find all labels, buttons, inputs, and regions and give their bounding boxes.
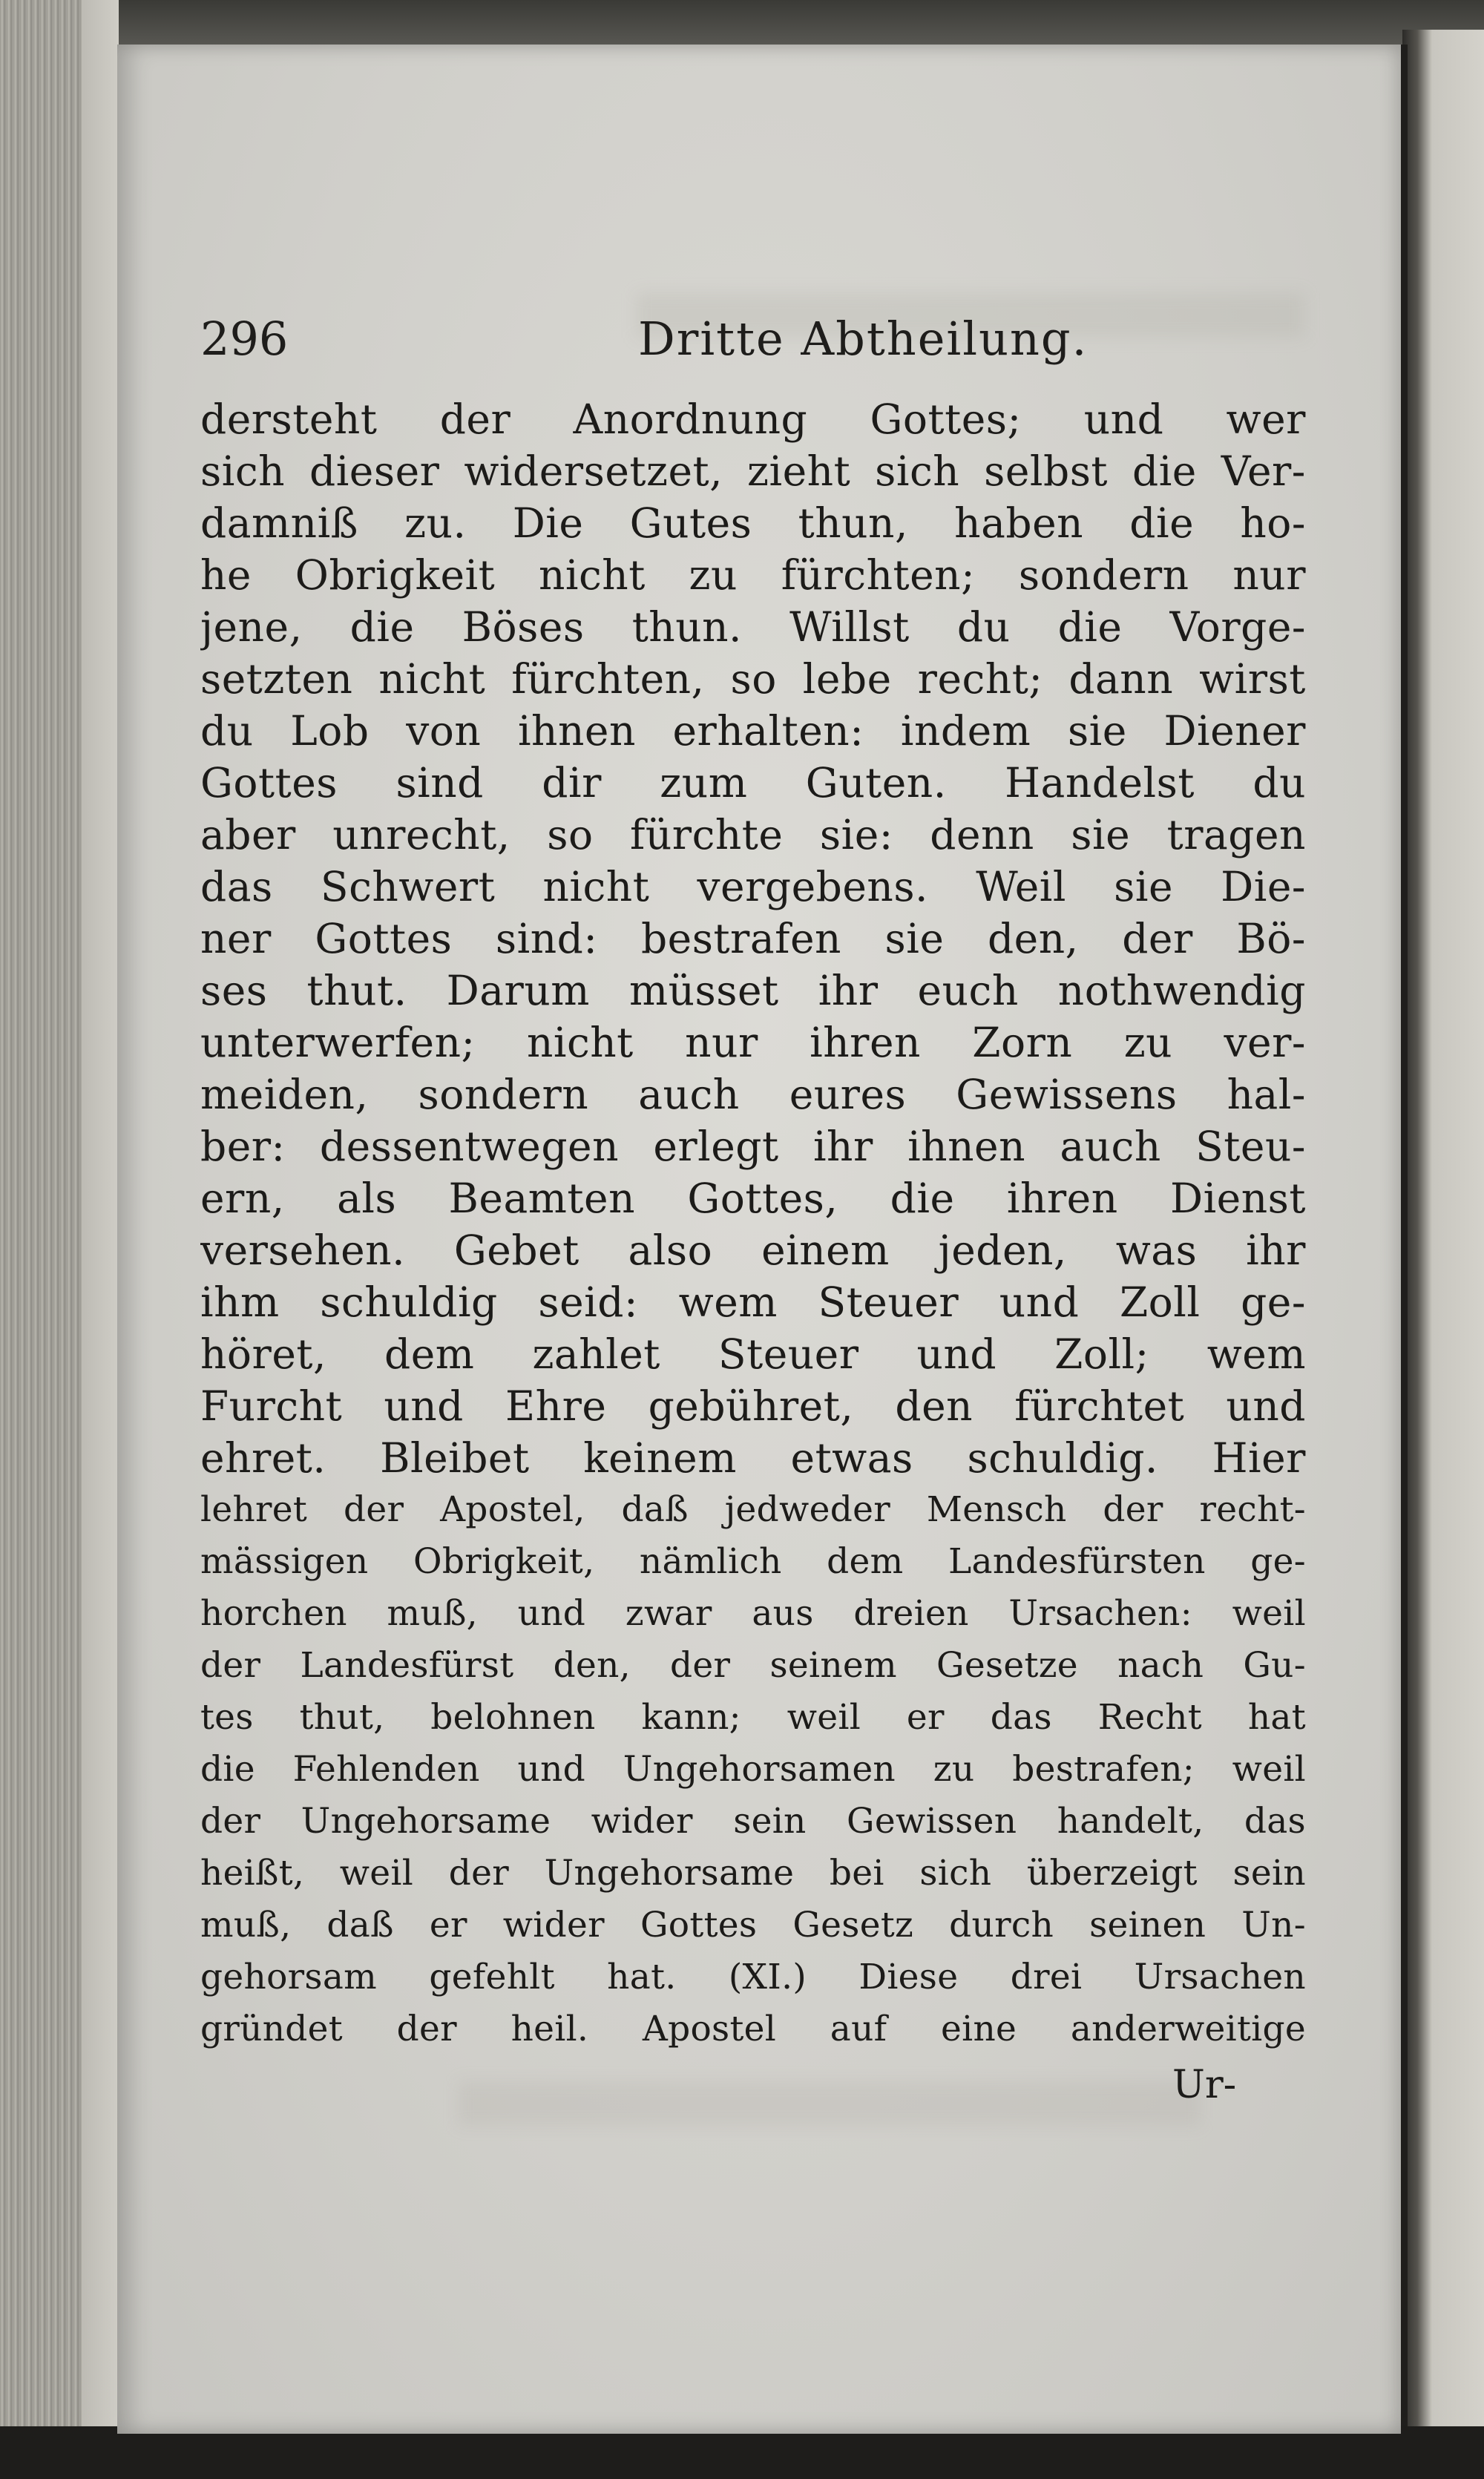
text-line: muß, daß er wider Gottes Gesetz durch seinen Un- <box>200 1905 1306 1946</box>
text-line: aber unrecht, so fürchte sie: denn sie tragen <box>200 811 1306 858</box>
text-line: horchen muß, und zwar aus dreien Ursachen: weil <box>200 1593 1306 1634</box>
text-line: jene, die Böses thun. Willst du die Vorge- <box>200 603 1306 651</box>
text-line: gründet der heil. Apostel auf eine anderweitige <box>200 2009 1306 2049</box>
text-line: ber: dessentwegen erlegt ihr ihnen auch Steu- <box>200 1123 1306 1170</box>
page-header <box>200 312 1313 378</box>
text-line: ern, als Beamten Gottes, die ihren Dienst <box>200 1175 1306 1222</box>
show-through-bottom <box>459 2081 1201 2126</box>
text-line: höret, dem zahlet Steuer und Zoll; wem <box>200 1330 1306 1378</box>
text-line: der Ungehorsame wider sein Gewissen handelt, das <box>200 1801 1306 1842</box>
text-line: sich dieser widersetzet, zieht sich selbst die Ver- <box>200 447 1306 495</box>
text-line: Furcht und Ehre gebühret, den fürchtet und <box>200 1382 1306 1430</box>
text-line: damniß zu. Die Gutes thun, haben die ho- <box>200 499 1306 547</box>
text-line: Gottes sind dir zum Guten. Handelst du <box>200 759 1306 807</box>
text-line: ses thut. Darum müsset ihr euch nothwendig <box>200 967 1306 1014</box>
text-line: lehret der Apostel, daß jedweder Mensch der recht- <box>200 1489 1306 1530</box>
text-line: das Schwert nicht vergebens. Weil sie Die- <box>200 863 1306 910</box>
text-line: tes thut, belohnen kann; weil er das Recht hat <box>200 1697 1306 1738</box>
text-line: meiden, sondern auch eures Gewissens hal- <box>200 1071 1306 1118</box>
text-line: setzten nicht fürchten, so lebe recht; dann wirst <box>200 655 1306 703</box>
text-line: du Lob von ihnen erhalten: indem sie Diener <box>200 707 1306 755</box>
text-line: ehret. Bleibet keinem etwas schuldig. Hier <box>200 1434 1306 1482</box>
text-line: versehen. Gebet also einem jeden, was ihr <box>200 1227 1306 1274</box>
text-line: mässigen Obrigkeit, nämlich dem Landesfürsten ge- <box>200 1541 1306 1582</box>
text-line: gehorsam gefehlt hat. (XI.) Diese drei Ursachen <box>200 1957 1306 1997</box>
text-line: ner Gottes sind: bestrafen sie den, der Bö- <box>200 915 1306 962</box>
left-page-edge <box>82 0 119 2479</box>
page-number: 296 <box>200 312 289 366</box>
catchword: Ur- <box>1172 2063 1237 2107</box>
text-line: ihm schuldig seid: wem Steuer und Zoll ge- <box>200 1278 1306 1326</box>
right-page-stack <box>1402 30 1484 2478</box>
text-line: die Fehlenden und Ungehorsamen zu bestrafen; weil <box>200 1749 1306 1790</box>
text-line: unterwerfen; nicht nur ihren Zorn zu ver- <box>200 1019 1306 1066</box>
body-text <box>200 393 1306 2055</box>
text-line: heißt, weil der Ungehorsame bei sich überzeigt sein <box>200 1853 1306 1894</box>
running-head: Dritte Abtheilung. <box>638 312 1089 366</box>
text-line: der Landesfürst den, der seinem Gesetze nach Gu- <box>200 1645 1306 1686</box>
text-line: dersteht der Anordnung Gottes; und wer <box>200 395 1306 443</box>
text-line: he Obrigkeit nicht zu fürchten; sondern nur <box>200 551 1306 599</box>
scan-bottom-edge <box>0 2426 1484 2479</box>
